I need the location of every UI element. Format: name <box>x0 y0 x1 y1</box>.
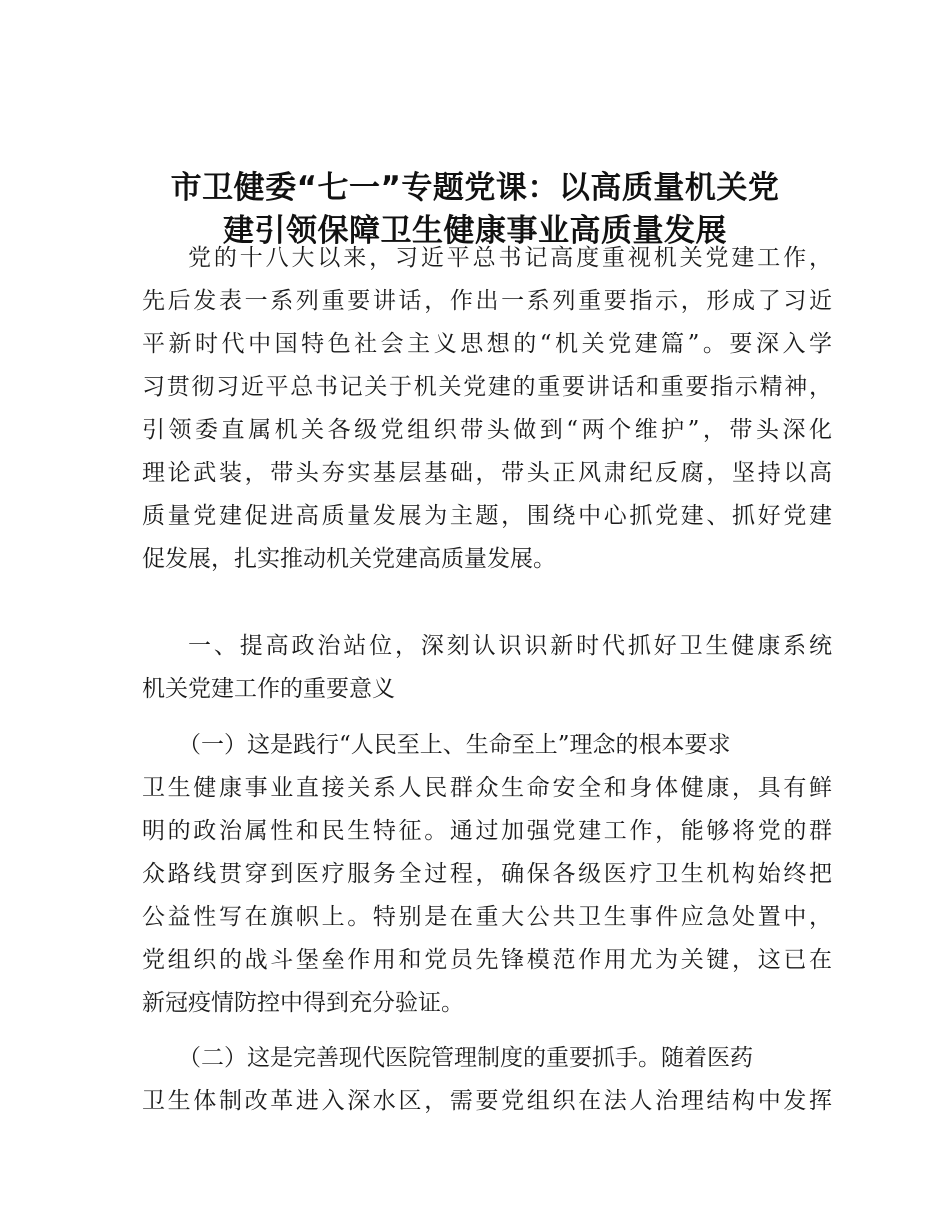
section-heading-line: 一、提高政治站位，深刻认识识新时代抓好卫生健康系统 <box>188 633 832 659</box>
intro-line: 引领委直属机关各级党组织带头做到“两个维护”，带头深化 <box>142 417 832 443</box>
intro-line: 理论武装，带头夯实基层基础，带头正风肃纪反腐，坚持以高 <box>142 460 832 486</box>
point-1-line: 新冠疫情防控中得到充分验证。 <box>142 990 464 1016</box>
document-title-line-1: 市卫健委“七一”专题党课：以高质量机关党 <box>170 170 780 206</box>
intro-line: 先后发表一系列重要讲话，作出一系列重要指示，形成了习近 <box>142 288 832 314</box>
intro-line: 党的十八大以来，习近平总书记高度重视机关党建工作， <box>188 245 832 271</box>
section-heading-line: 机关党建工作的重要意义 <box>142 676 395 702</box>
point-1-line: 公益性写在旗帜上。特别是在重大公共卫生事件应急处置中， <box>142 904 832 930</box>
point-2-line: （二）这是完善现代医院管理制度的重要抓手。随着医药 <box>178 1045 753 1071</box>
point-1-line: 明的政治属性和民生特征。通过加强党建工作，能够将党的群 <box>142 818 832 844</box>
point-2-line: 卫生体制改革进入深水区，需要党组织在法人治理结构中发挥 <box>142 1088 832 1114</box>
intro-line: 平新时代中国特色社会主义思想的“机关党建篇”。要深入学 <box>142 331 832 357</box>
point-1-line: 众路线贯穿到医疗服务全过程，确保各级医疗卫生机构始终把 <box>142 861 832 887</box>
intro-line: 习贯彻习近平总书记关于机关党建的重要讲话和重要指示精神， <box>142 374 832 400</box>
document-title-line-2: 建引领保障卫生健康事业高质量发展 <box>223 213 727 249</box>
point-1-line: 党组织的战斗堡垒作用和党员先锋模范作用尤为关键，这已在 <box>142 947 832 973</box>
point-1-line: 卫生健康事业直接关系人民群众生命安全和身体健康，具有鲜 <box>142 775 832 801</box>
point-1-line: （一）这是践行“人民至上、生命至上”理念的根本要求 <box>178 732 731 758</box>
intro-line: 促发展，扎实推动机关党建高质量发展。 <box>142 546 556 572</box>
intro-line: 质量党建促进高质量发展为主题，围绕中心抓党建、抓好党建 <box>142 503 832 529</box>
